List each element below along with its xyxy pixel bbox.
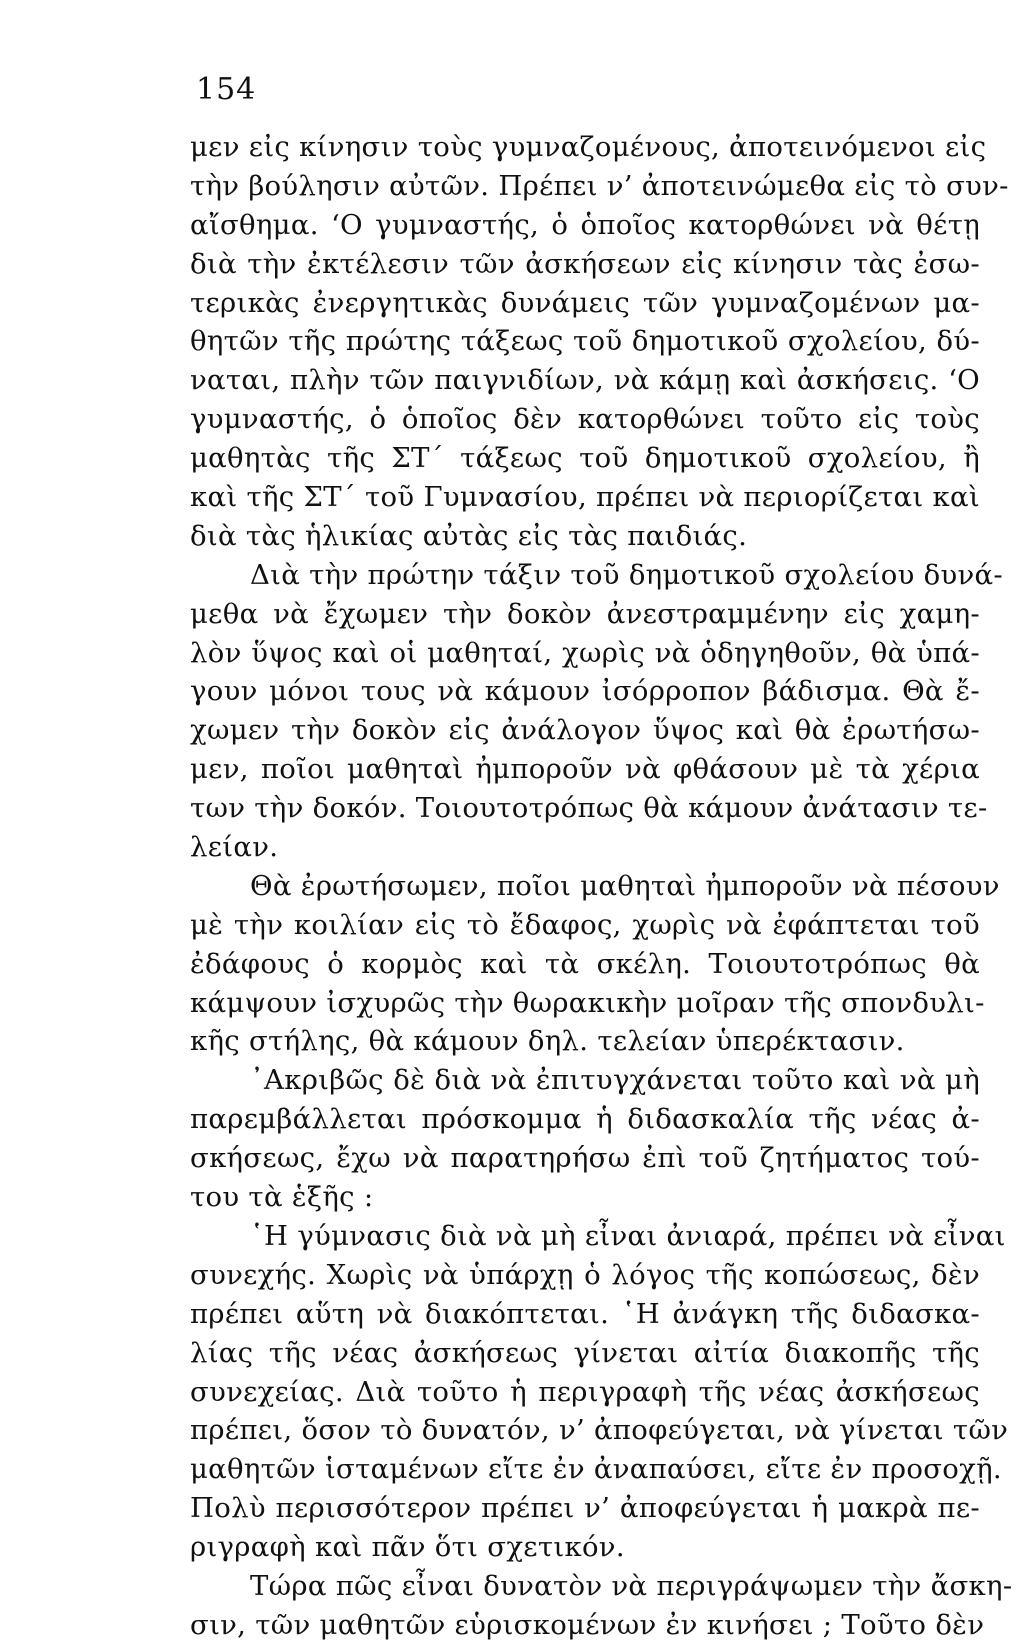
- text-line: των τὴν δοκόν. Τοιουτοτρόπως θὰ κάμουν ἀνάτασιν τε-: [190, 792, 988, 825]
- text-line: μεν εἰς κίνησιν τοὺς γυμναζομένους, ἀποτεινόμενοι εἰς: [190, 131, 987, 163]
- text-line: σιν, τῶν μαθητῶν εὑρισκομένων ἐν κινήσει ; Τοῦτο δὲν: [190, 1608, 985, 1641]
- text-line: τερικὰς ἐνεργητικὰς δυνάμεις τῶν γυμναζομένων μα-: [190, 286, 980, 319]
- text-line: θητῶν τῆς πρώτης τάξεως τοῦ δημοτικοῦ σχολείου, δύ-: [190, 325, 980, 358]
- text-line: Τώρα πῶς εἶναι δυνατὸν νὰ περιγράψωμεν τὴν ἄσκη-: [250, 1569, 1013, 1602]
- text-line: πρέπει, ὅσον τὸ δυνατόν, ν’ ἀποφεύγεται, νὰ γίνεται τῶν: [190, 1414, 1009, 1447]
- page-number: 154: [196, 72, 257, 107]
- text-line: ᾿Ακριβῶς δὲ διὰ νὰ ἐπιτυγχάνεται τοῦτο καὶ νὰ μὴ: [250, 1064, 980, 1097]
- text-line: γουν μόνοι τους νὰ κάμουν ἰσόρροπον βάδισμα. Θὰ ἔ-: [190, 675, 980, 708]
- text-line: σκήσεως, ἔχω νὰ παρατηρήσω ἐπὶ τοῦ ζητήματος τού-: [190, 1142, 980, 1175]
- text-line: λίας τῆς νέας ἀσκήσεως γίνεται αἰτία διακοπῆς τῆς: [190, 1336, 980, 1369]
- text-line: λείαν.: [190, 831, 279, 864]
- text-line: συνεχής. Χωρὶς νὰ ὑπάρχῃ ὁ λόγος τῆς κοπώσεως, δὲν: [190, 1258, 980, 1291]
- body-text: [190, 128, 1013, 1645]
- text-line: μὲ τὴν κοιλίαν εἰς τὸ ἔδαφος, χωρὶς νὰ ἐφάπτεται τοῦ: [190, 908, 980, 941]
- text-line: χωμεν τὴν δοκὸν εἰς ἀνάλογον ὕψος καὶ θὰ ἐρωτήσω-: [190, 714, 980, 747]
- text-line: Πολὺ περισσότερον πρέπει ν’ ἀποφεύγεται ἡ μακρὰ πε-: [190, 1492, 980, 1525]
- text-line: λὸν ὕψος καὶ οἱ μαθηταί, χωρὶς νὰ ὁδηγηθοῦν, θὰ ὑπά-: [190, 636, 980, 669]
- text-line: ριγραφὴ καὶ πᾶν ὅτι σχετικόν.: [190, 1531, 625, 1564]
- text-line: τὴν βούλησιν αὐτῶν. Πρέπει ν’ ἀποτεινώμεθα εἰς τὸ συν-: [190, 169, 1009, 202]
- text-line: του τὰ ἑξῆς :: [190, 1181, 374, 1214]
- text-line: ῾Η γύμνασις διὰ νὰ μὴ εἶναι ἀνιαρά, πρέπει νὰ εἶναι: [250, 1219, 1006, 1252]
- text-line: κάμψουν ἰσχυρῶς τὴν θωρακικὴν μοῖραν τῆς σπονδυλι-: [190, 986, 985, 1019]
- text-line: μεν, ποῖοι μαθηταὶ ἠμποροῦν νὰ φθάσουν μὲ τὰ χέρια: [190, 753, 980, 786]
- text-line: συνεχείας. Διὰ τοῦτο ἡ περιγραφὴ τῆς νέας ἀσκήσεως: [190, 1375, 980, 1408]
- text-line: ἐδάφους ὁ κορμὸς καὶ τὰ σκέλη. Τοιουτοτρόπως θὰ: [190, 947, 980, 980]
- text-line: κῆς στήλης, θὰ κάμουν δηλ. τελείαν ὑπερέκτασιν.: [190, 1025, 905, 1058]
- text-line: γυμναστής, ὁ ὁποῖος δὲν κατορθώνει τοῦτο εἰς τοὺς: [190, 403, 980, 436]
- text-line: ναται, πλὴν τῶν παιγνιδίων, νὰ κάμῃ καὶ ἀσκήσεις. ‘Ο: [190, 364, 980, 397]
- text-line: μαθητῶν ἱσταμένων εἴτε ἐν ἀναπαύσει, εἴτε ἐν προσοχῇ.: [190, 1453, 1002, 1486]
- text-line: διὰ τὴν ἐκτέλεσιν τῶν ἀσκήσεων εἰς κίνησιν τὰς ἐσω-: [190, 247, 980, 280]
- text-line: αἴσθημα. ‘Ο γυμναστής, ὁ ὁποῖος κατορθώνει νὰ θέτῃ: [190, 208, 980, 241]
- text-line: Θὰ ἐρωτήσωμεν, ποῖοι μαθηταὶ ἠμποροῦν νὰ πέσουν: [250, 869, 1000, 902]
- text-line: καὶ τῆς ΣΤ΄ τοῦ Γυμνασίου, πρέπει νὰ περιορίζεται καὶ: [190, 481, 980, 514]
- text-line: Διὰ τὴν πρώτην τάξιν τοῦ δημοτικοῦ σχολείου δυνά-: [250, 558, 1003, 591]
- text-line: πρέπει αὕτη νὰ διακόπτεται. ῾Η ἀνάγκη τῆς διδασκα-: [190, 1297, 980, 1330]
- text-line: διὰ τὰς ἡλικίας αὐτὰς εἰς τὰς παιδιάς.: [190, 519, 748, 552]
- text-line: μεθα νὰ ἔχωμεν τὴν δοκὸν ἀνεστραμμένην εἰς χαμη-: [190, 597, 980, 630]
- text-line: μαθητὰς τῆς ΣΤ΄ τάξεως τοῦ δημοτικοῦ σχολείου, ἢ: [190, 442, 980, 475]
- text-line: παρεμβάλλεται πρόσκομμα ἡ διδασκαλία τῆς νέας ἀ-: [190, 1103, 980, 1136]
